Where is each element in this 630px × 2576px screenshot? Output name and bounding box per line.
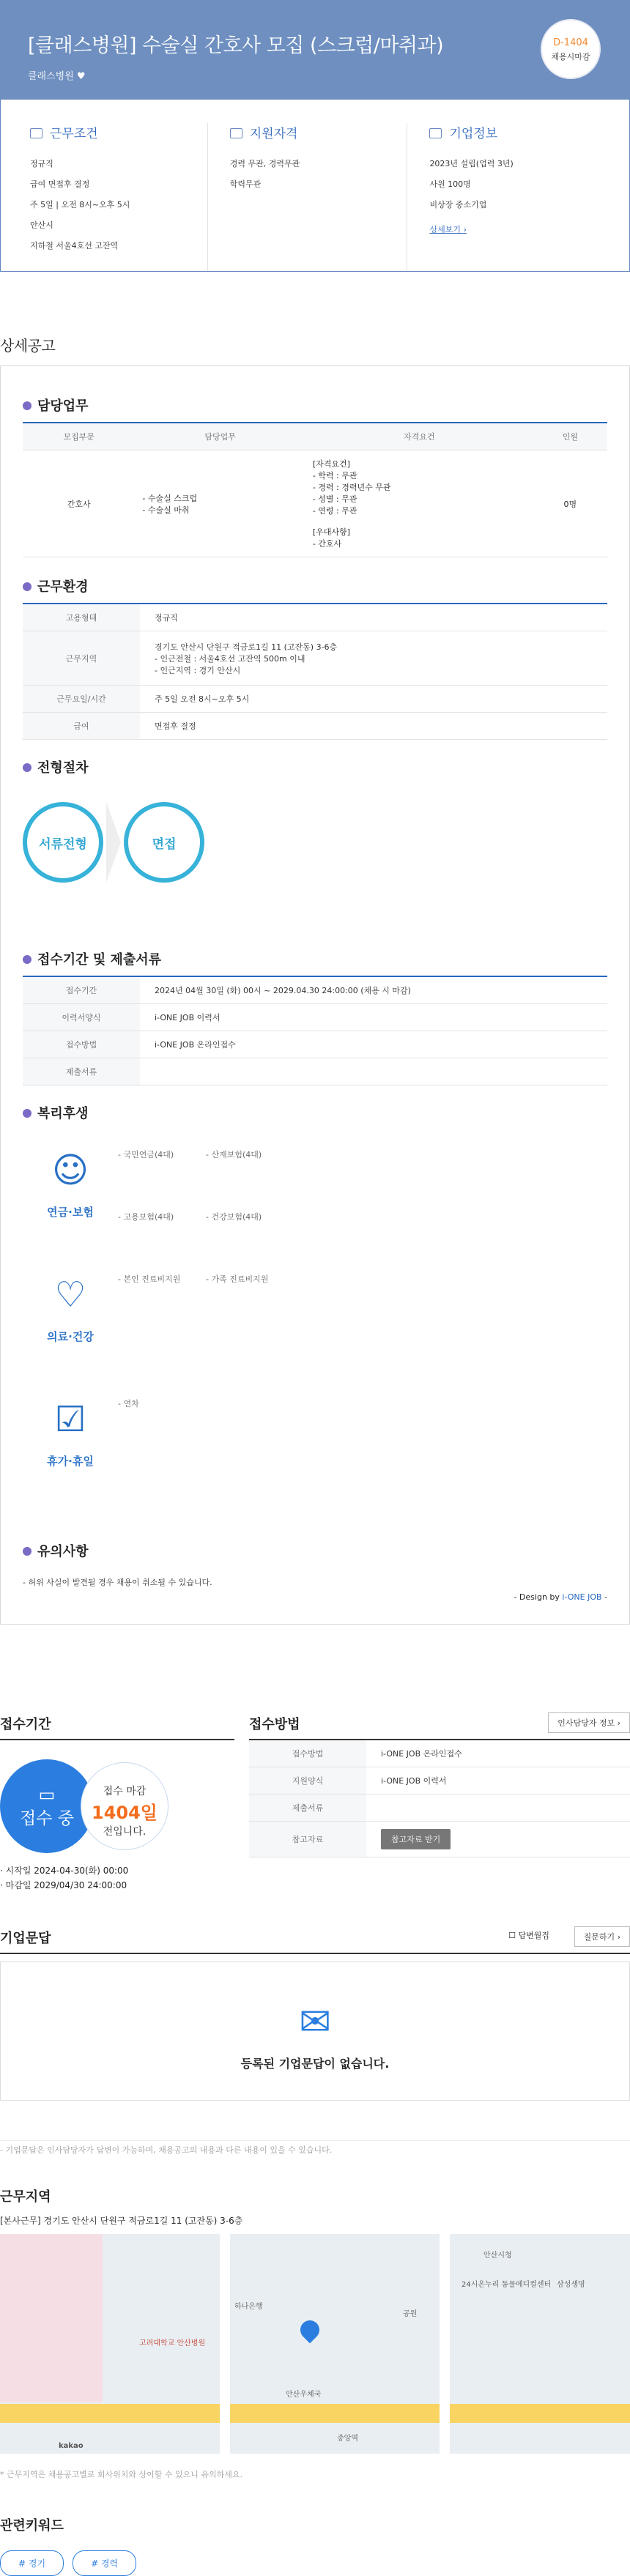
welfare-item — [23, 1147, 316, 1272]
answered-checkbox[interactable]: ☐ 답변월집 — [508, 1931, 549, 1940]
row-label: 참고자료 — [249, 1822, 366, 1857]
table-cell: - 수술실 스크럽 - 수술실 마취 — [135, 450, 305, 557]
row-label: 제출서류 — [23, 1058, 140, 1085]
row-label: 근무지역 — [23, 631, 140, 686]
dday-count: D-1404 — [553, 37, 588, 48]
section-title: 복리후생 — [23, 1103, 607, 1129]
building-icon — [429, 128, 442, 138]
summary-qualification — [230, 123, 408, 271]
row-label: 접수방법 — [249, 1740, 366, 1767]
welfare-label: 의료·건강 — [47, 1330, 94, 1343]
table-cell: 간호사 — [23, 450, 135, 557]
apply-period-title: 접수기간 — [0, 1714, 234, 1740]
map-label: 안산시청 — [483, 2252, 512, 2260]
caution-text: - 허위 사실이 발견될 경우 채용이 취소될 수 있습니다. — [23, 1578, 212, 1587]
design-credit: - Design by i-ONE JOB - — [514, 1592, 607, 1602]
welfare-item — [23, 1396, 316, 1521]
summary-line: 경력 무관, 경력무관 — [229, 159, 300, 168]
welfare-item — [23, 1272, 316, 1396]
qa-empty-text: 등록된 기업문답이 없습니다. — [240, 2057, 390, 2071]
summary-title: 지원자격 — [249, 127, 298, 141]
dday-badge — [541, 19, 601, 79]
section-title: 접수기간 및 제출서류 — [23, 949, 607, 977]
summary-line: 안산시 — [30, 220, 53, 230]
apply-method-title: 접수방법 인사담당자 정보 › — [249, 1714, 630, 1740]
location-map[interactable] — [0, 2234, 630, 2454]
row-label: 지원양식 — [249, 1767, 366, 1794]
keywords-title: 관련키워드 — [0, 2518, 64, 2534]
process-step: 서류전형 — [23, 802, 103, 883]
briefcase-icon — [30, 128, 42, 138]
apply-status-circle — [0, 1759, 94, 1853]
row-value: 2024년 04월 30일 (화) 00시 ~ 2029.04.30 24:00:00 (채용 시 마감) — [140, 977, 607, 1004]
welfare-entry: - 고용보험(4대) — [118, 1212, 174, 1222]
bullet-icon — [23, 1109, 32, 1118]
row-label: 근무요일/시간 — [23, 686, 140, 713]
deadline-label: 접수 마감 — [103, 1786, 147, 1797]
glasses-icon: ☺ — [51, 1150, 89, 1191]
apply-status: 접수 중 — [20, 1809, 74, 1828]
row-label: 급여 — [23, 713, 140, 740]
table-cell: 0명 — [533, 450, 607, 557]
summary-line: 급여 면접후 결정 — [30, 179, 90, 189]
row-value — [366, 1794, 630, 1822]
location-note: * 근무지역은 채용공고별로 회사위치와 상이할 수 있으니 유의하세요. — [0, 2470, 242, 2479]
summary-line: 주 5일 | 오전 8시~오후 5시 — [30, 200, 130, 209]
summary-line: 2023년 설립(업력 3년) — [429, 159, 514, 168]
welfare-grid — [23, 1129, 607, 1538]
id-card-icon — [230, 128, 242, 138]
detail-box — [0, 365, 630, 1625]
row-value: 정규직 — [140, 604, 607, 631]
keyword-tag[interactable]: # 경력 — [73, 2550, 136, 2576]
welfare-entry: - 건강보험(4대) — [206, 1212, 262, 1222]
job-header — [0, 0, 630, 100]
process-steps — [23, 784, 607, 901]
job-title: [클래스병원] 수술실 간호사 모집 (스크럽/마취과) — [28, 34, 444, 57]
map-label: 중앙역 — [337, 2435, 358, 2443]
detail-title: 상세공고 — [0, 337, 56, 355]
table-header: 인원 — [533, 423, 607, 450]
section-title: 근무환경 — [23, 576, 607, 604]
bullet-icon — [23, 582, 32, 591]
bullet-icon — [23, 763, 32, 772]
map-label: 고려대학교 안산병원 — [139, 2339, 206, 2347]
row-value — [140, 1058, 607, 1085]
apply-section — [0, 1714, 630, 1893]
apply-method-table — [249, 1740, 630, 1857]
map-logo: kakao — [59, 2442, 84, 2450]
qa-section — [0, 1928, 630, 2156]
deadline-circle — [81, 1762, 168, 1850]
bullet-icon — [23, 401, 32, 410]
map-pin-icon — [297, 2317, 324, 2344]
arrow-icon — [106, 802, 121, 883]
map-label: 안산우체국 — [286, 2391, 322, 2399]
row-value: 주 5일 오전 8시~오후 5시 — [140, 686, 607, 713]
row-label: 제출서류 — [249, 1794, 366, 1822]
location-section — [0, 2186, 630, 2480]
map-label: 24시온누리 동물메디컬센터 — [462, 2281, 552, 2289]
company-name[interactable]: 클래스병원 ♥ — [28, 71, 86, 82]
summary-line: 사원 100명 — [429, 179, 471, 189]
dday-status: 채용시마감 — [551, 52, 590, 62]
period-table — [23, 977, 607, 1085]
row-label: 이력서양식 — [23, 1004, 140, 1031]
book-icon: ▭ — [38, 1784, 56, 1805]
section-title: 유의사항 — [23, 1541, 607, 1567]
keywords-section — [0, 2515, 630, 2576]
company-detail-link[interactable]: 상세보기 › — [429, 225, 467, 234]
row-label: 고용형태 — [23, 604, 140, 631]
hr-info-button[interactable]: 인사담당자 정보 › — [548, 1712, 630, 1733]
row-label: 접수기간 — [23, 977, 140, 1004]
section-title: 담당업무 — [23, 396, 607, 423]
bullet-icon — [23, 955, 32, 964]
welfare-entry: - 산재보험(4대) — [206, 1150, 262, 1159]
summary-panel — [0, 100, 630, 272]
calendar-icon: ☑ — [54, 1399, 86, 1440]
qa-note: - 기업문답은 인사담당자가 답변이 가능하며, 채용공고의 내용과 다른 내용이 있을 수 있습니다. — [0, 2140, 630, 2156]
summary-line: 정규직 — [30, 159, 53, 168]
qa-empty-box — [0, 1961, 630, 2101]
location-title: 근무지역 — [0, 2189, 51, 2205]
summary-line: 지하철 서울4호선 고잔역 — [30, 241, 119, 250]
row-value: i-ONE JOB 온라인접수 — [366, 1740, 630, 1767]
location-address: [본사근무] 경기도 안산시 단원구 적금로1길 11 (고잔동) 3-6층 — [0, 2216, 243, 2226]
welfare-entry: - 가족 진료비지원 — [206, 1274, 269, 1284]
table-header: 담당업무 — [135, 423, 305, 450]
bullet-icon — [23, 1547, 32, 1556]
end-date: · 마감일 2029/04/30 24:00:00 — [0, 1880, 127, 1890]
section-title: 전형절차 — [23, 757, 607, 784]
summary-title: 기업정보 — [449, 127, 498, 141]
ask-button[interactable]: 질문하기 › — [574, 1926, 630, 1947]
summary-line: 학력무관 — [229, 179, 262, 189]
row-value: i-ONE JOB 온라인접수 — [140, 1031, 607, 1058]
row-value: i-ONE JOB 이력서 — [366, 1767, 630, 1794]
map-label: 삼성생명 — [557, 2281, 585, 2289]
summary-company — [429, 123, 607, 271]
deadline-days: 1404일 — [92, 1803, 158, 1823]
welfare-label: 연금·보험 — [47, 1206, 94, 1219]
heartbeat-icon: ♡ — [54, 1274, 86, 1315]
deadline-left: 전입니다. — [103, 1826, 147, 1838]
duty-table — [23, 423, 607, 557]
row-value: 경기도 안산시 단원구 적금로1길 11 (고잔동) 3-6층 - 인근전철 : 서울4호선 고잔역 500m 이내 - 인근지역 : 경기 안산시 — [140, 631, 607, 686]
welfare-label: 휴가·휴일 — [47, 1455, 94, 1468]
table-cell: [자격요건] - 학력 : 무관 - 경력 : 경력년수 무관 - 성별 : 무관 - 연령 : 무관 [우대사항] - 간호사 — [305, 450, 533, 557]
process-step: 면접 — [124, 802, 204, 883]
row-label: 접수방법 — [23, 1031, 140, 1058]
welfare-entry: - 본인 진료비지원 — [118, 1274, 181, 1284]
keyword-tag[interactable]: # 경기 — [0, 2550, 64, 2576]
row-value: i-ONE JOB 이력서 — [140, 1004, 607, 1031]
row-value: 면접후 결정 — [140, 713, 607, 740]
summary-conditions — [30, 123, 208, 271]
qa-title: 기업문답 ☐ 답변월집 질문하기 › — [0, 1928, 630, 1954]
map-label: 공원 — [403, 2310, 418, 2318]
env-table — [23, 604, 607, 740]
summary-line: 비상장 중소기업 — [429, 200, 487, 209]
reference-download-button[interactable]: 참고자료 받기 — [381, 1829, 451, 1849]
table-header: 자격요건 — [305, 423, 533, 450]
summary-title: 근무조건 — [50, 127, 98, 141]
envelope-icon: ✉ — [299, 2000, 331, 2044]
welfare-entry: - 연차 — [118, 1399, 139, 1408]
welfare-entry: - 국민연금(4대) — [118, 1150, 174, 1159]
map-label: 하나은행 — [234, 2303, 263, 2311]
table-header: 모집부문 — [23, 423, 135, 450]
start-date: · 시작일 2024-04-30(화) 00:00 — [0, 1866, 129, 1876]
